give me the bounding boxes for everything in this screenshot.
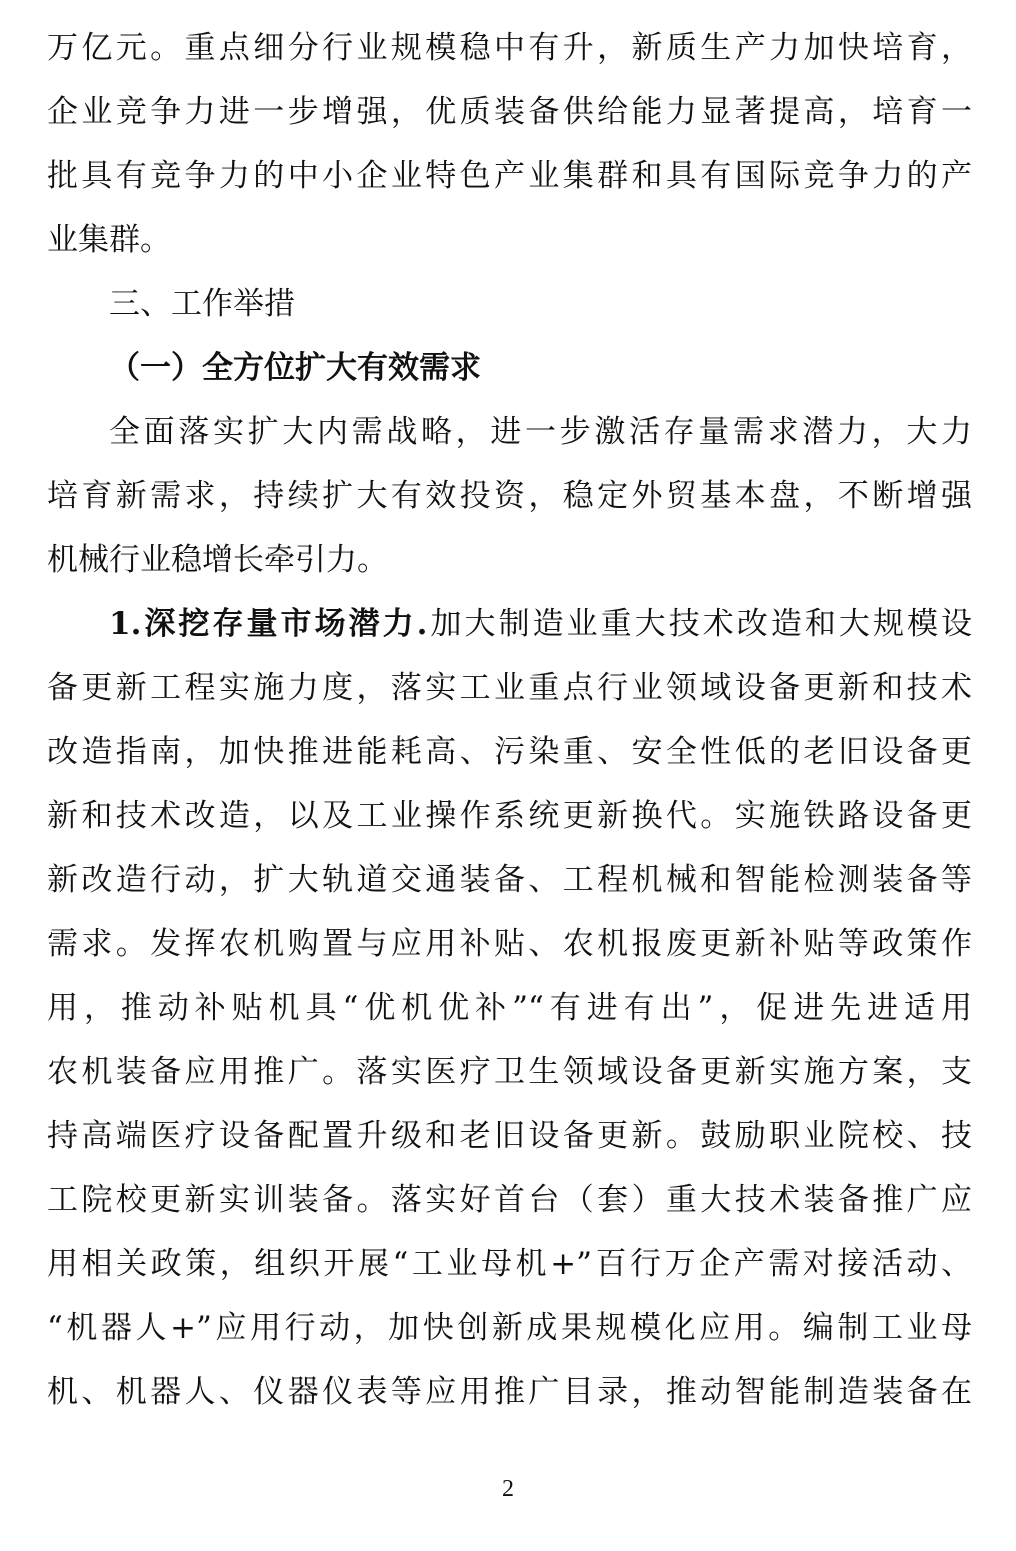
item-1-first-line [47, 592, 972, 656]
text-line: “机器人+”应用行动，加快创新成果规模化应用。编制工业母 [47, 1310, 972, 1346]
text-line: 全面落实扩大内需战略，进一步激活存量需求潜力，大力 [109, 414, 972, 450]
text-line: 需求。发挥农机购置与应用补贴、农机报废更新补贴等政策作 [47, 926, 972, 962]
text-line: 农机装备应用推广。落实医疗卫生领域设备更新实施方案，支 [47, 1054, 972, 1090]
text-line: 新改造行动，扩大轨道交通装备、工程机械和智能检测装备等 [47, 862, 972, 898]
text-line: 万亿元。重点细分行业规模稳中有升，新质生产力加快培育， [47, 30, 972, 66]
text-line: 培育新需求，持续扩大有效投资，稳定外贸基本盘，不断增强 [47, 478, 972, 514]
text-line: 用，推动补贴机具“优机优补”“有进有出”，促进先进适用 [47, 990, 972, 1026]
page-number: 2 [502, 1476, 514, 1502]
page-content [47, 16, 972, 1424]
text-line: 备更新工程实施力度，落实工业重点行业领域设备更新和技术 [47, 670, 972, 706]
text-line: 工院校更新实训装备。落实好首台（套）重大技术装备推广应 [47, 1182, 972, 1218]
item-1-lead: 1.深挖存量市场潜力. [109, 606, 428, 642]
intro-paragraph [47, 16, 972, 272]
subsection-heading: （一）全方位扩大有效需求 [109, 350, 481, 386]
item-1-first-line-text: 加大制造业重大技术改造和大规模设 [427, 606, 973, 642]
text-line: 机械行业稳增长牵引力。 [47, 542, 388, 578]
text-line: 业集群。 [47, 222, 171, 258]
text-line: 改造指南，加快推进能耗高、污染重、安全性低的老旧设备更 [47, 734, 972, 770]
summary-paragraph [47, 400, 972, 592]
text-line: 机、机器人、仪器仪表等应用推广目录，推动智能制造装备在 [47, 1374, 972, 1410]
item-1-paragraph [47, 592, 972, 1424]
text-line: 批具有竞争力的中小企业特色产业集群和具有国际竞争力的产 [47, 158, 972, 194]
section-heading: 三、工作举措 [109, 286, 295, 322]
text-line: 持高端医疗设备配置升级和老旧设备更新。鼓励职业院校、技 [47, 1118, 972, 1154]
text-line: 用相关政策，组织开展“工业母机+”百行万企产需对接活动、 [47, 1246, 972, 1282]
text-line: 企业竞争力进一步增强，优质装备供给能力显著提高，培育一 [47, 94, 972, 130]
text-line: 新和技术改造，以及工业操作系统更新换代。实施铁路设备更 [47, 798, 972, 834]
